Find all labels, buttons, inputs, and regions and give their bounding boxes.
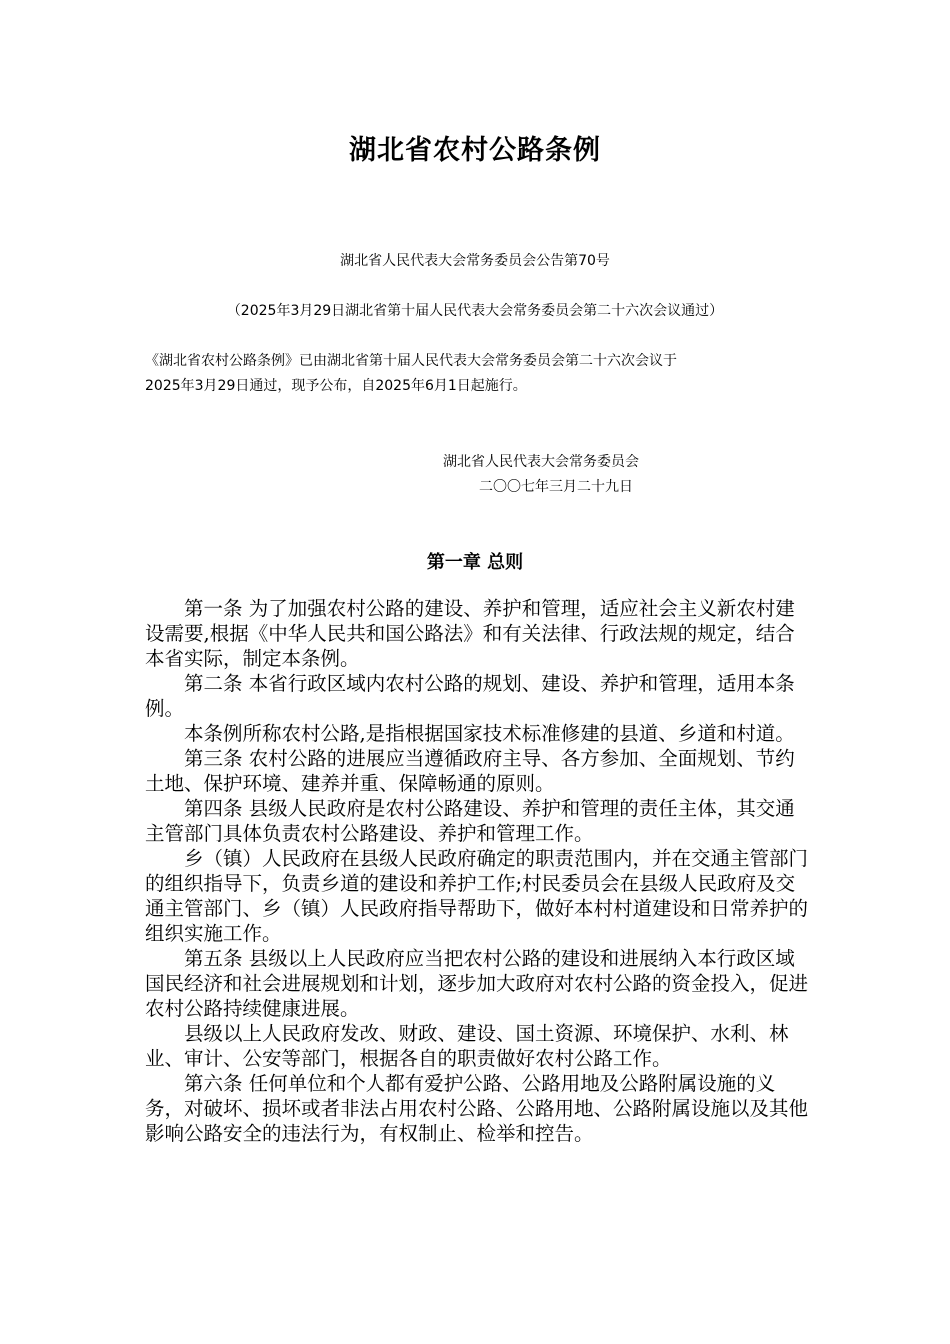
regulation-body	[145, 596, 813, 1146]
document-title: 湖北省农村公路条例	[349, 135, 601, 166]
article-paragraph: 第三条 农村公路的进展应当遵循政府主导、各方参加、全面规划、节约土地、保护环境、建养并重、保障畅通的原则。	[145, 747, 795, 795]
promulgation-line: 《湖北省农村公路条例》已由湖北省第十届人民代表大会常务委员会第二十六次会议于	[145, 353, 677, 369]
article-paragraph: 第二条 本省行政区域内农村公路的规划、建设、养护和管理，适用本条例。	[145, 672, 795, 720]
article-paragraph: 第四条 县级人民政府是农村公路建设、养护和管理的责任主体，其交通主管部门具体负责农村公路建设、养护和管理工作。	[145, 797, 795, 845]
article-paragraph: 第一条 为了加强农村公路的建设、养护和管理，适应社会主义新农村建设需要,根据《中华人民共和国公路法》和有关法律、行政法规的规定，结合本省实际，制定本条例。	[145, 597, 795, 670]
chapter-title: 第一章 总则	[426, 552, 524, 573]
promulgation-text	[145, 349, 805, 399]
announcement-number: 湖北省人民代表大会常务委员会公告第70号	[340, 253, 610, 269]
article-paragraph: 县级以上人民政府发改、财政、建设、国土资源、环境保护、水利、林业、审计、公安等部门，根据各自的职责做好农村公路工作。	[145, 1022, 789, 1070]
passed-note: （2025年3月29日湖北省第十届人民代表大会常务委员会第二十六次会议通过）	[226, 303, 724, 319]
signature-issuer: 湖北省人民代表大会常务委员会	[443, 454, 639, 470]
signature-date: 二〇〇七年三月二十九日	[479, 479, 633, 495]
promulgation-line: 2025年3月29日通过，现予公布，自2025年6月1日起施行。	[145, 378, 527, 394]
article-paragraph: 乡（镇）人民政府在县级人民政府确定的职责范围内，并在交通主管部门的组织指导下，负责乡道的建设和养护工作;村民委员会在县级人民政府及交通主管部门、乡（镇）人民政府指导帮助下，做好本村村道建设和日常养护的组织实施工作。	[145, 847, 809, 945]
signature-block	[443, 450, 743, 500]
article-paragraph: 第五条 县级以上人民政府应当把农村公路的建设和进展纳入本行政区域国民经济和社会进展规划和计划，逐步加大政府对农村公路的资金投入，促进农村公路持续健康进展。	[145, 947, 809, 1020]
article-paragraph: 本条例所称农村公路,是指根据国家技术标准修建的县道、乡道和村道。	[184, 722, 795, 745]
article-paragraph: 第六条 任何单位和个人都有爱护公路、公路用地及公路附属设施的义务，对破坏、损坏或者非法占用农村公路、公路用地、公路附属设施以及其他影响公路安全的违法行为，有权制止、检举和控告。	[145, 1072, 809, 1145]
